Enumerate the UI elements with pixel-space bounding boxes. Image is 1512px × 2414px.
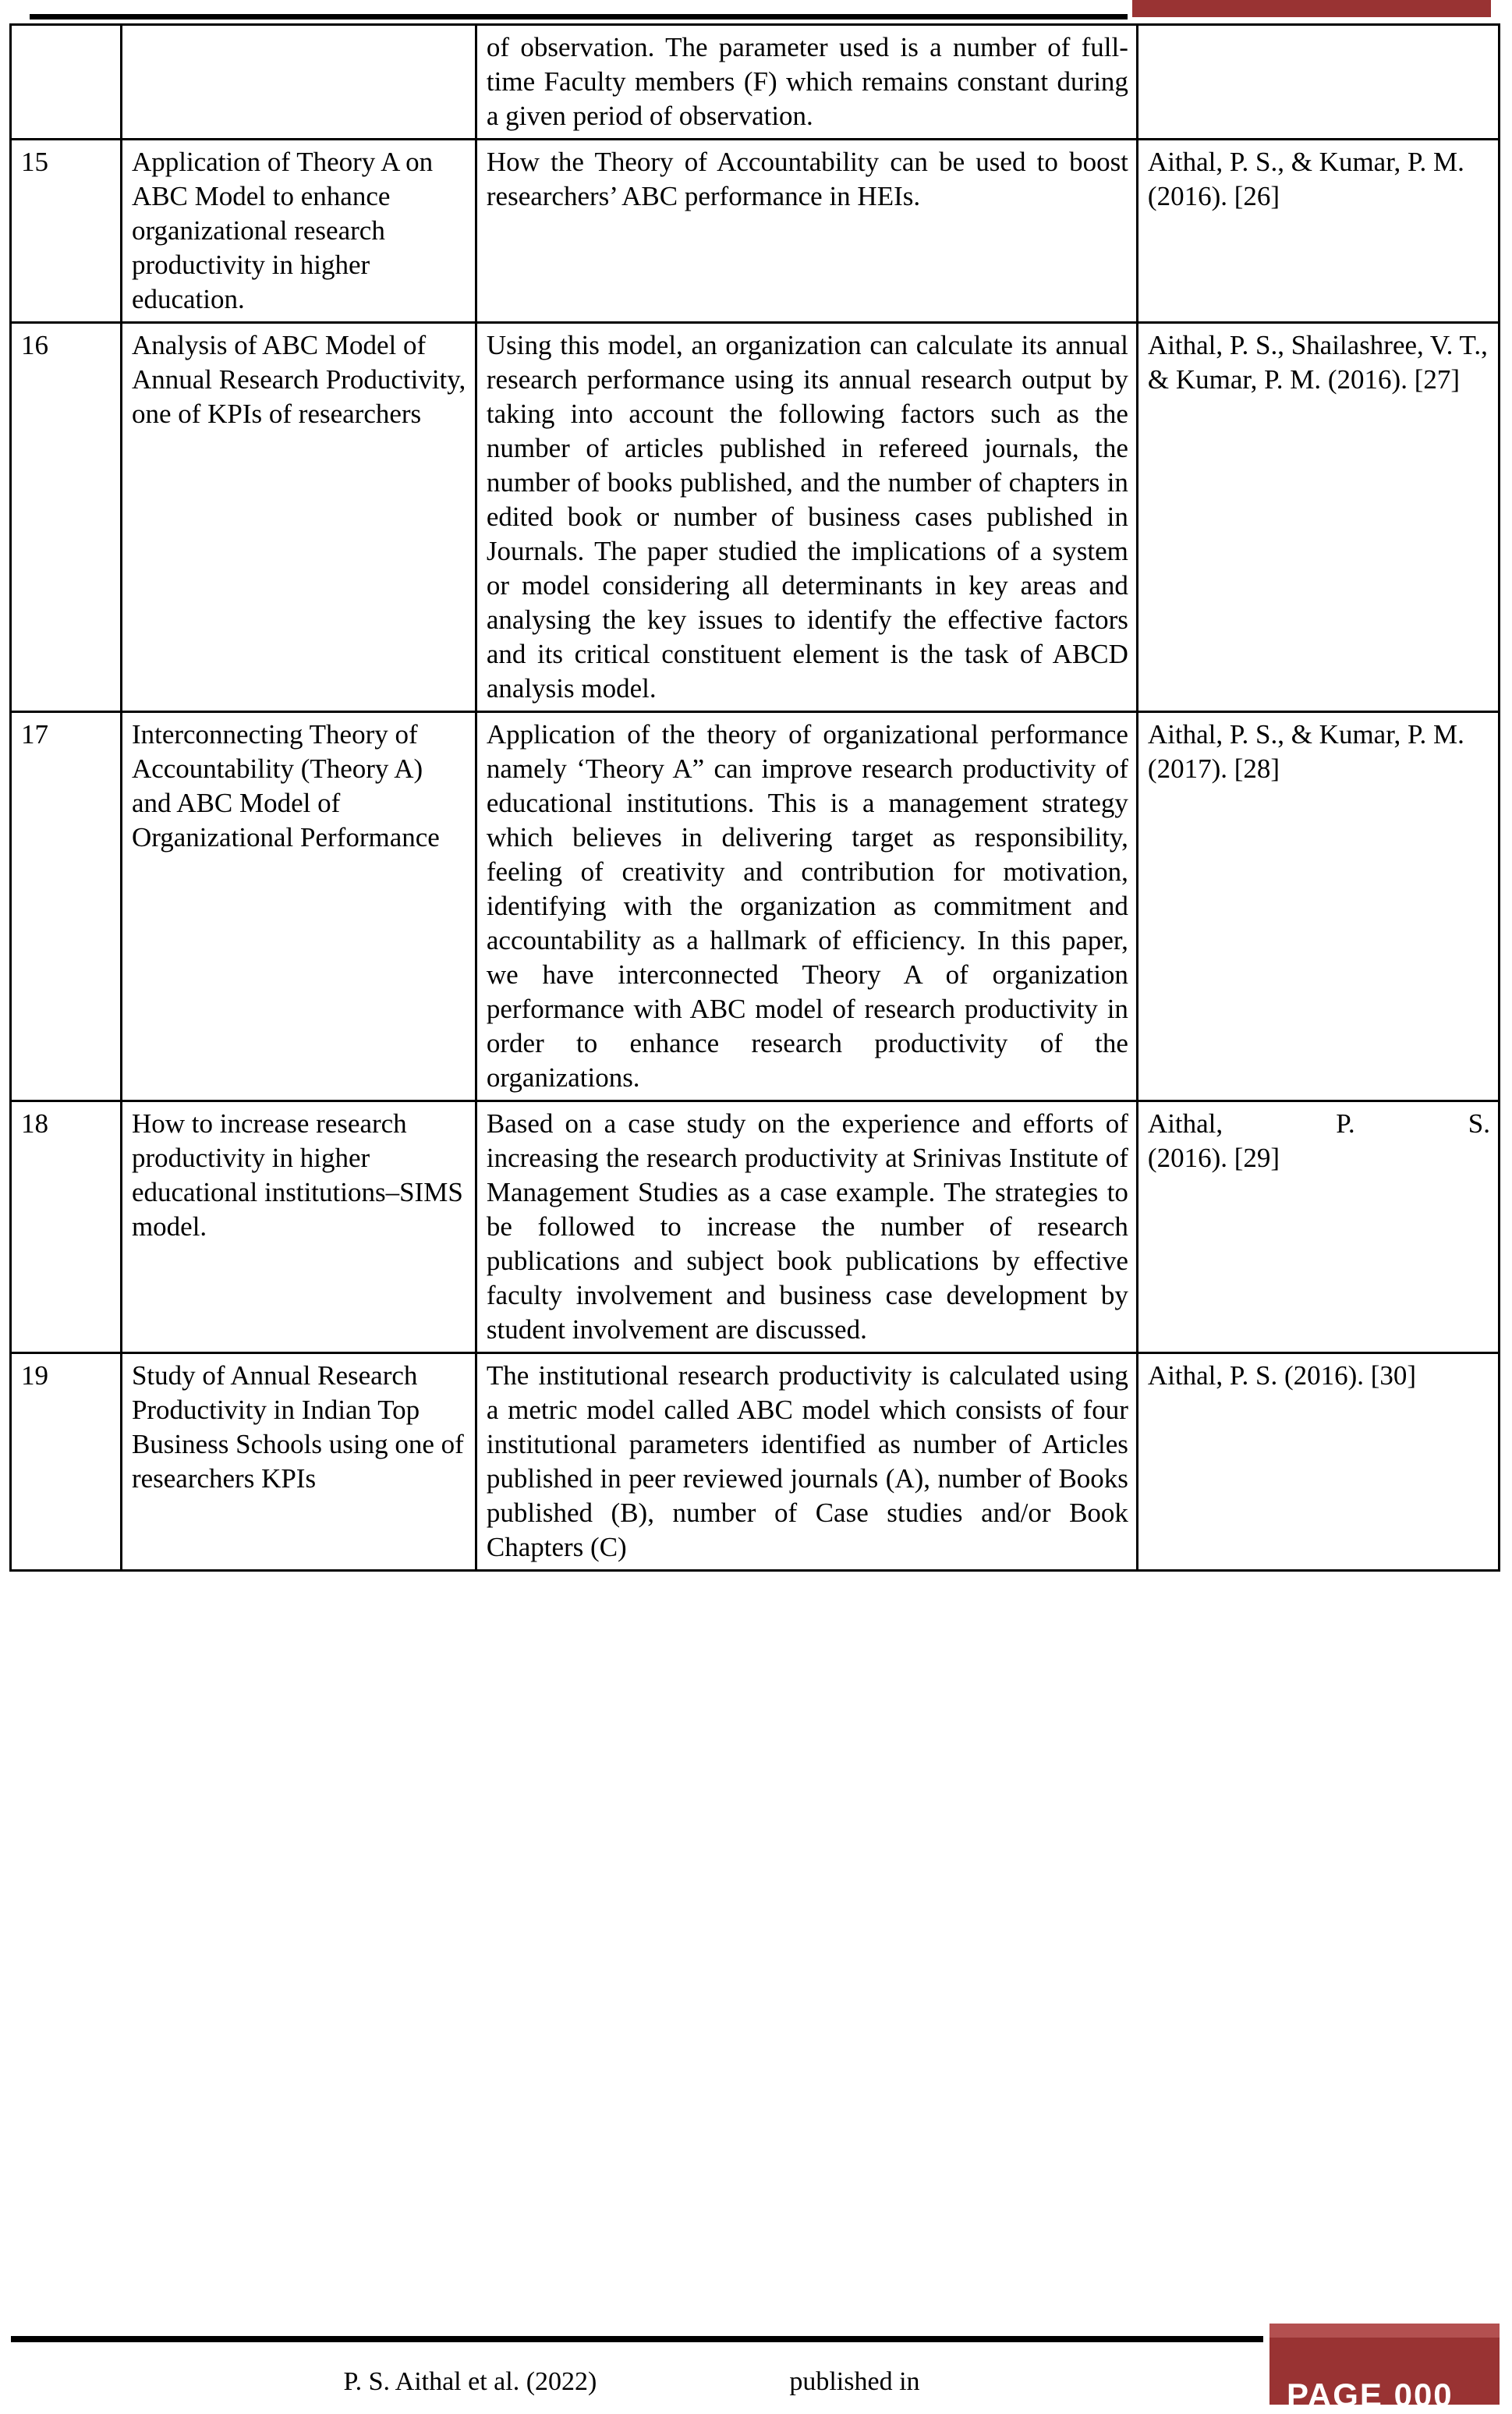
- footer-badge-highlight: [1269, 2324, 1500, 2338]
- title-text: Study of Annual Research Productivity in Indian Top Business Schools using one of researchers KPIs: [131, 1360, 471, 1494]
- row-description: [476, 1101, 1137, 1353]
- row-serial-number: [11, 712, 122, 1101]
- row-title: [121, 712, 476, 1101]
- row-reference: [1137, 140, 1499, 323]
- row-description: [476, 712, 1137, 1101]
- description-text: Based on a case study on the experience and efforts of increasing the research productivity at Srinivas Institute of Management Studies as a case example. The strategies to be followed to increase the number of research publications and subject book publications by effective faculty involvement and business case development by student involvement are discussed.: [486, 1108, 1135, 1345]
- footer-citation: [0, 2367, 1263, 2403]
- row-title: [121, 1101, 476, 1353]
- row-reference: [1137, 712, 1499, 1101]
- reference-text: Aithal, P. S., Shailashree, V. T., & Kumar, P. M. (2016). [27]: [1147, 330, 1495, 395]
- serial-number-text: 18: [21, 1108, 48, 1139]
- page-footer: [0, 2319, 1512, 2413]
- row-title: [121, 323, 476, 712]
- row-description: [476, 1353, 1137, 1571]
- title-text: Application of Theory A on ABC Model to enhance organizational research productivity in higher education.: [131, 147, 439, 314]
- serial-number-text: 16: [21, 330, 48, 360]
- footer-divider-rule: [11, 2336, 1263, 2342]
- page-number-label: PAGE 000: [1287, 2377, 1454, 2413]
- table-row: [11, 712, 1500, 1101]
- row-serial-number: [11, 140, 122, 323]
- table-row: [11, 323, 1500, 712]
- header-red-badge: [1132, 0, 1491, 17]
- row-reference: [1137, 1353, 1499, 1571]
- table-row: [11, 1101, 1500, 1353]
- title-text: How to increase research productivity in higher educational institutions–SIMS model.: [131, 1108, 470, 1242]
- serial-number-text: 17: [21, 719, 48, 750]
- title-text: Analysis of ABC Model of Annual Research Productivity, one of KPIs of researchers: [131, 330, 473, 429]
- row-reference: [1137, 323, 1499, 712]
- row-serial-number: [11, 25, 122, 140]
- row-reference: [1137, 1101, 1499, 1353]
- reference-text-line-1: Aithal, P. S.: [1147, 1108, 1490, 1139]
- row-serial-number: [11, 323, 122, 712]
- reference-text: Aithal, P. S., & Kumar, P. M. (2017). [28]: [1147, 719, 1471, 784]
- title-text: Interconnecting Theory of Accountability (Theory A) and ABC Model of Organizational Performance: [131, 719, 440, 853]
- description-text: Application of the theory of organizational performance namely ‘Theory A” can improve research productivity of educational institutions. This is a management strategy which believes in delivering target as responsibility, feeling of creativity and contribution for motivation, identifying with the organization as commitment and accountability as a hallmark of efficiency. In this paper, we have interconnected Theory A of organization performance with ABC model of research productivity in order to enhance research productivity of the organizations.: [486, 719, 1135, 1093]
- reference-text: Aithal, P. S., & Kumar, P. M. (2016). [26]: [1147, 147, 1471, 211]
- description-text: The institutional research productivity is calculated using a metric model called ABC model which consists of four institutional parameters identified as number of Articles published in peer reviewed journals (A), number of Books published (B), number of Case studies and/or Book Chapters (C): [486, 1360, 1135, 1562]
- row-title: [121, 140, 476, 323]
- row-title: [121, 25, 476, 140]
- description-text: of observation. The parameter used is a number of full-time Faculty members (F) which remains constant during a given period of observation.: [486, 32, 1135, 131]
- serial-number-text: 19: [21, 1360, 48, 1391]
- literature-review-table: [9, 23, 1500, 1572]
- table-row: [11, 140, 1500, 323]
- description-text: How the Theory of Accountability can be used to boost researchers’ ABC performance in HEIs.: [486, 147, 1135, 211]
- table-row: [11, 1353, 1500, 1571]
- row-description: [476, 323, 1137, 712]
- reference-text-line-2: (2016). [29]: [1147, 1143, 1280, 1173]
- footer-citation-suffix: published in: [789, 2367, 920, 2396]
- header-divider-rule: [30, 14, 1128, 19]
- row-serial-number: [11, 1353, 122, 1571]
- description-text: Using this model, an organization can calculate its annual research performance using its annual research output by taking into account the following factors such as the number of articles published in refereed journals, the number of books published, and the number of chapters in edited book or number of business cases published in Journals. The paper studied the implications of a system or model considering all determinants in key areas and analysing the key issues to identify the effective factors and its critical constituent element is the task of ABCD analysis model.: [486, 330, 1135, 704]
- footer-citation-authors: P. S. Aithal et al. (2022): [343, 2367, 597, 2396]
- row-description: [476, 140, 1137, 323]
- row-title: [121, 1353, 476, 1571]
- reference-text: Aithal, P. S. (2016). [30]: [1147, 1360, 1417, 1391]
- row-reference: [1137, 25, 1499, 140]
- row-serial-number: [11, 1101, 122, 1353]
- table-row: [11, 25, 1500, 140]
- serial-number-text: 15: [21, 147, 48, 177]
- row-description: [476, 25, 1137, 140]
